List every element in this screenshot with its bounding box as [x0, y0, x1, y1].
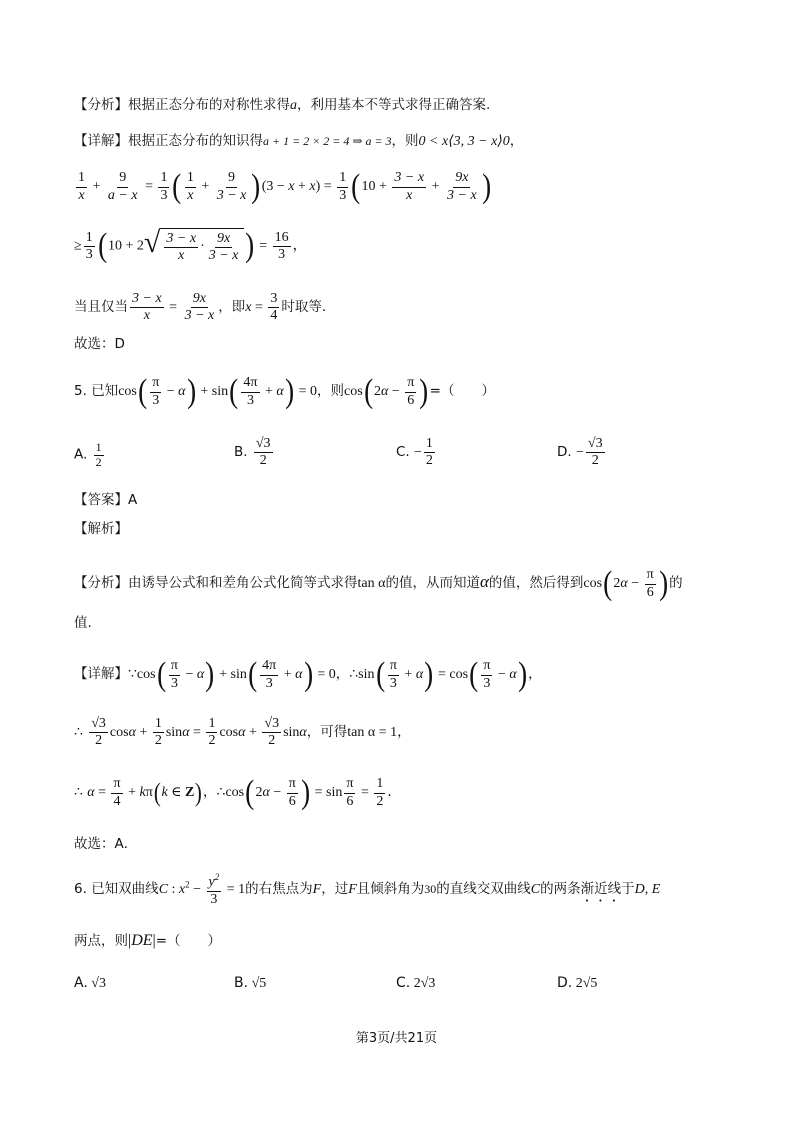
option-label: B.: [234, 443, 248, 460]
analysis-text: 根据正态分布的对称性求得: [128, 97, 290, 113]
math-equation: a + 1 = 2 × 2 = 4 ⇒ a = 3: [263, 134, 392, 148]
q4-analysis-line: [74, 97, 490, 115]
math-var: D, E: [634, 882, 661, 898]
q6-option-b[interactable]: [234, 975, 266, 992]
q5-detail-line-2: ∴ $\frac{√3}{2}$ cosα + $\frac{1}{2}$ sinα = $\frac{1}{2}$ cosα + $\frac{√3}{2}$ sinα，可得tan α = 1，: [74, 716, 411, 749]
stem-text: =（ ）: [155, 933, 222, 949]
q4-equality-line: 当且仅当 $\frac{3 - x}{x}$ = $\frac{9x}{3 - x}$ ，即x = $\frac{3}{4}$ 时取等.: [74, 291, 327, 324]
q4-equation-2: ≥ $\frac{1}{3}$ (10 + 2 √ $\frac{3 - x}{x}$ · $\frac{9x}{3 - x}$ ) = $\frac{16}{3}$ ，: [74, 226, 307, 265]
stem-text: =（ ）: [429, 383, 495, 400]
option-value: 2√5: [575, 976, 598, 991]
option-label: B.: [234, 975, 249, 991]
q6-option-c[interactable]: [396, 975, 435, 992]
option-label: C.: [396, 975, 411, 991]
stem-text: 且倾斜角为: [356, 881, 425, 898]
q4-choice: 故选：D: [74, 336, 125, 352]
analysis-tag: 【分析】: [74, 575, 128, 592]
question-number: 5.: [74, 383, 87, 400]
stem-text: 的右焦点为: [245, 881, 313, 898]
math-var: α: [479, 572, 489, 592]
option-label: C.: [396, 443, 410, 460]
stem-text: ，则: [317, 383, 344, 400]
q5-analysis-cont: 值.: [74, 615, 92, 631]
q4-detail-line: [74, 133, 523, 151]
math-angle: 30: [424, 882, 437, 897]
stem-text: 于: [621, 881, 635, 898]
answer-tag: 【答案】: [74, 492, 128, 508]
q5-option-a[interactable]: A. $\frac{1}{2}$: [74, 440, 102, 469]
q5-option-d[interactable]: D. − $\frac{√3}{2}$: [557, 436, 603, 469]
question-number: 6.: [74, 881, 87, 898]
q5-explain-tag: 【解析】: [74, 521, 128, 537]
equality-text: 当且仅当: [74, 298, 128, 315]
q6-stem: 6. 已知双曲线C : $x^2$ − $\frac{y^2}{3}$ = 1的右焦点为F，过F且倾斜角为30的直线交双曲线C的两条渐近线于D, E: [74, 872, 661, 907]
q5-answer: [74, 492, 137, 508]
math-expression: tan α: [357, 576, 386, 592]
punctuation: ，: [509, 133, 524, 149]
math-var: C: [530, 882, 541, 898]
analysis-text: 的: [669, 575, 683, 592]
option-value: 2√3: [413, 976, 436, 991]
option-value: √5: [251, 976, 267, 991]
stem-text: 已知双曲线: [91, 881, 159, 898]
stem-text: 已知: [91, 383, 119, 400]
therefore-symbol: ∴: [74, 724, 83, 740]
analysis-text: 的值，然后得到: [488, 575, 584, 592]
answer-value: A: [128, 492, 138, 508]
detail-text: 根据正态分布的知识得: [128, 133, 263, 149]
math-condition: 0 < x⟨3, 3 − x⟩0: [418, 134, 510, 149]
q5-detail-line: 【详解】∵cos( $\frac{\pi}{3}$ − α) + sin( $\frac{4\pi}{3}$ + α) = 0，∴sin( $\frac{\pi}{3}$ + α) = cos( $\frac{\pi}{3}$ − α)，: [74, 656, 542, 693]
q5-detail-line-3: ∴ α = $\frac{\pi}{4}$ + kπ(k ∈ Z)，∴cos(2α − $\frac{\pi}{6}$ ) = sin $\frac{\pi}{6}$ = $\frac{1}{2}$ .: [74, 774, 392, 811]
because-symbol: ∵: [128, 667, 137, 683]
punctuation: ，: [292, 237, 307, 254]
therefore-symbol: ∴: [216, 785, 226, 801]
detail-text: ，则: [391, 133, 419, 149]
q6-stem-cont: 两点，则|DE|=（ ）: [74, 932, 222, 949]
q5-choice: 故选：A．: [74, 836, 138, 852]
analysis-text: ，利用基本不等式求得正确答案.: [297, 97, 491, 113]
q5-stem: 5. 已知cos( $\frac{\pi}{3}$ − α) + sin( $\frac{4\pi}{3}$ + α) = 0，则cos(2α − $\frac{\pi}{6}$ )=（ ）: [74, 373, 495, 410]
equality-text: ，即: [218, 298, 246, 315]
analysis-text: 的值，从而知道: [385, 575, 480, 592]
q4-equation-1: $\frac{1}{x}$ + $\frac{9}{a - x}$ = $\frac{1}{3}$ ( $\frac{1}{x}$ + $\frac{9}{3 - x}$ )(3 − x + x) = $\frac{1}{3}$ (10 + $\frac{3 - x}{x}$ + $\frac{9x}{3 - x}$ ): [78, 168, 491, 205]
q5-analysis-line: 【分析】由诱导公式和和差角公式化简等式求得tan α的值，从而知道α的值，然后得到cos(2α − $\frac{\pi}{6}$ )的: [74, 565, 683, 602]
q5-option-b[interactable]: B. $\frac{√3}{2}$: [234, 436, 271, 469]
option-value: √3: [91, 976, 106, 991]
detail-tag: 【详解】: [74, 666, 128, 683]
stem-text: 的两条: [540, 881, 581, 898]
q6-option-a[interactable]: [74, 975, 106, 992]
detail-tag: 【详解】: [74, 133, 128, 149]
page-footer: 第3页/共21页: [355, 1031, 438, 1046]
math-expression: tan α = 1: [347, 724, 398, 740]
q5-option-c[interactable]: C. − $\frac{1}{2}$: [396, 436, 433, 469]
detail-text: ，可得: [306, 723, 348, 740]
math-var: F: [348, 882, 357, 898]
option-label: D.: [557, 975, 573, 991]
therefore-symbol: ∴: [349, 667, 359, 683]
stem-text: 的直线交双曲线: [436, 881, 531, 898]
option-label: A.: [74, 975, 88, 991]
stem-text: ，过: [321, 881, 349, 898]
emphasis-text: 渐近线: [580, 881, 622, 898]
q6-option-d[interactable]: [557, 975, 597, 992]
option-label: D.: [557, 443, 572, 460]
analysis-tag: 【分析】: [74, 97, 128, 113]
option-label: A.: [74, 446, 88, 463]
math-var: a: [290, 98, 297, 113]
math-var: F: [312, 882, 322, 898]
stem-text: 两点，则: [74, 933, 128, 949]
equality-text: 时取等.: [281, 298, 327, 315]
therefore-symbol: ∴: [74, 785, 83, 801]
analysis-text: 由诱导公式和和差角公式化简等式求得: [128, 575, 358, 592]
